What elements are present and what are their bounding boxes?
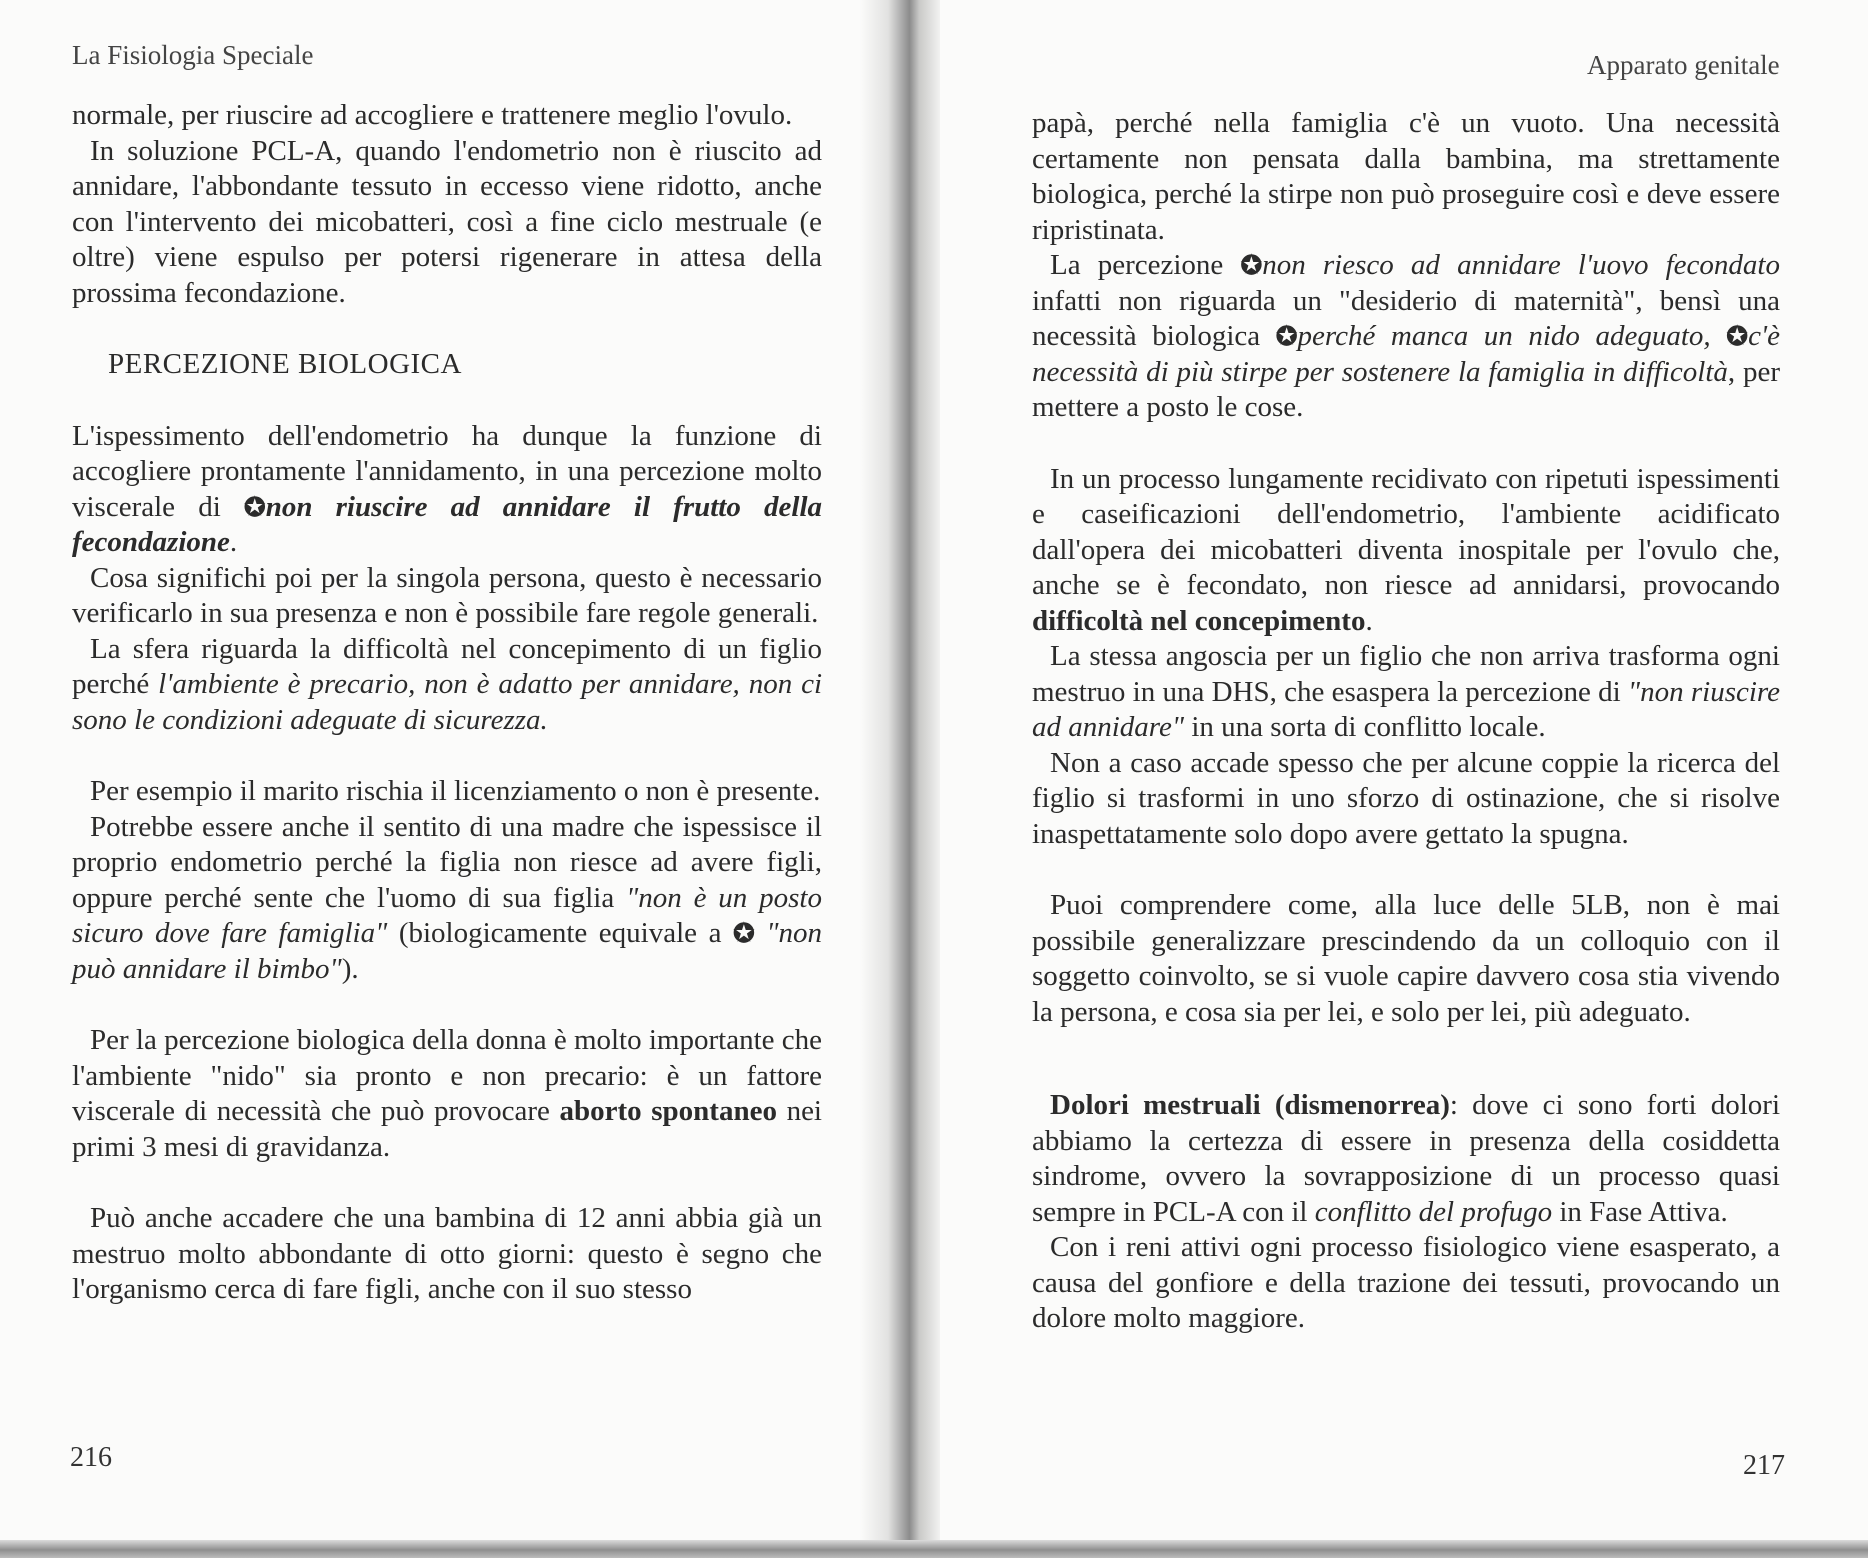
circled-star-icon: ✪ <box>243 492 266 522</box>
page-number-left: 216 <box>70 1442 112 1473</box>
page-number-right: 217 <box>1743 1450 1785 1481</box>
paragraph: In un processo lungamente recidivato con ripetuti ispessimenti e caseificazioni dell'endometrio, l'ambiente acidificato dall'opera dei micobatteri diventa inospitale per l'ovulo che, anche se è fecondato, non riesce ad annidarsi, provocando difficoltà nel concepimento. <box>1032 462 1780 637</box>
paragraph: Puoi comprendere come, alla luce delle 5LB, non è mai possibile generalizzare prescindendo da un colloquio con il soggetto coinvolto, se si vuole capire davvero cosa stia vivendo la persona, e cosa sia per lei, e solo per lei, più adeguato. <box>1032 889 1780 1028</box>
circled-star-icon: ✪ <box>1726 322 1749 351</box>
paragraph: L'ispessimento dell'endometrio ha dunque la funzione di accogliere prontamente l'annidamento, in una percezione molto viscerale di ✪non riuscire ad annidare il frutto della fecondazione. <box>72 419 823 558</box>
paragraph: Dolori mestruali (dismenorrea): dove ci sono forti dolori abbiamo la certezza di essere in presenza della cosiddetta sindrome, ovvero la sovrapposizione di un processo quasi sempre in PCL-A con il conflitto del profugo in Fase Attiva. <box>1032 1089 1780 1228</box>
circled-star-icon: ✪ <box>732 919 755 948</box>
paragraph: Può anche accadere che una bambina di 12 anni abbia già un mestruo molto abbondante di otto giorni: questo è segno che l'organismo cerca di fare figli, anche con il suo stesso <box>72 1202 822 1305</box>
right-page <box>930 0 1868 1558</box>
paragraph: papà, perché nella famiglia c'è un vuoto. Una necessità certamente non pensata dalla bambina, ma strettamente biologica, perché la stirpe non può proseguire così e deve essere ripristinata. <box>1032 107 1780 246</box>
paragraph: La stessa angoscia per un figlio che non arriva trasforma ogni mestruo in una DHS, che esaspera la percezione di "non riuscire ad annidare" in una sorta di conflitto locale. <box>1032 640 1780 743</box>
paragraph: La percezione ✪non riesco ad annidare l'uovo fecondato infatti non riguarda un "desiderio di maternità", bensì una necessità biologica ✪perché manca un nido adeguato, ✪c'è necessità di più stirpe per sostenere la famiglia in difficoltà, per mettere a posto le cose. <box>1032 249 1781 423</box>
paragraph: Non a caso accade spesso che per alcune coppie la ricerca del figlio si trasformi in uno sforzo di ostinazione, che si risolve inaspettatamente solo dopo avere gettato la spugna. <box>1032 746 1780 850</box>
paragraph: normale, per riuscire ad accogliere e trattenere meglio l'ovulo. <box>72 99 793 131</box>
paragraph: Cosa significhi poi per la singola persona, questo è necessario verificarlo in sua presenza e non è possibile fare regole generali. <box>72 561 822 629</box>
right-text-column <box>1032 106 1780 1337</box>
circled-star-icon: ✪ <box>1240 251 1263 280</box>
book-gutter <box>860 0 940 1558</box>
paragraph: Per la percezione biologica della donna è molto importante che l'ambiente "nido" sia pronto e non precario: è un fattore viscerale di necessità che può provocare aborto spontaneo nei primi 3 mesi di gravidanza. <box>72 1024 822 1163</box>
paragraph: In soluzione PCL-A, quando l'endometrio non è riuscito ad annidare, l'abbondante tessuto in eccesso viene ridotto, anche con l'intervento dei micobatteri, così a fine ciclo mestruale (e oltre) viene espulso per potersi rigenerare in attesa della prossima fecondazione. <box>72 134 822 309</box>
section-heading: PERCEZIONE BIOLOGICA <box>108 348 462 380</box>
paragraph: Per esempio il marito rischia il licenziamento o non è presente. <box>90 775 821 807</box>
paragraph: Potrebbe essere anche il sentito di una madre che ispessisce il proprio endometrio perché la figlia non riesce ad avere figli, oppure perché sente che l'uomo di sua figlia "non è un posto sicuro dove fare famiglia" (biologicamente equivale a ✪ "non può annidare il bimbo"). <box>72 810 823 985</box>
running-head-left: La Fisiologia Speciale <box>72 40 314 70</box>
left-page <box>0 0 930 1558</box>
left-text-column <box>72 98 822 1308</box>
paragraph: Con i reni attivi ogni processo fisiologico viene esasperato, a causa del gonfiore e della trazione dei tessuti, provocando un dolore molto maggiore. <box>1032 1231 1780 1334</box>
running-head-right: Apparato genitale <box>1587 50 1780 80</box>
circled-star-icon: ✪ <box>1275 322 1298 351</box>
paragraph: La sfera riguarda la difficoltà nel concepimento di un figlio perché l'ambiente è precario, non è adatto per annidare, non ci sono le condizioni adeguate di sicurezza. <box>72 632 822 736</box>
page-bottom-edge <box>0 1540 1868 1558</box>
